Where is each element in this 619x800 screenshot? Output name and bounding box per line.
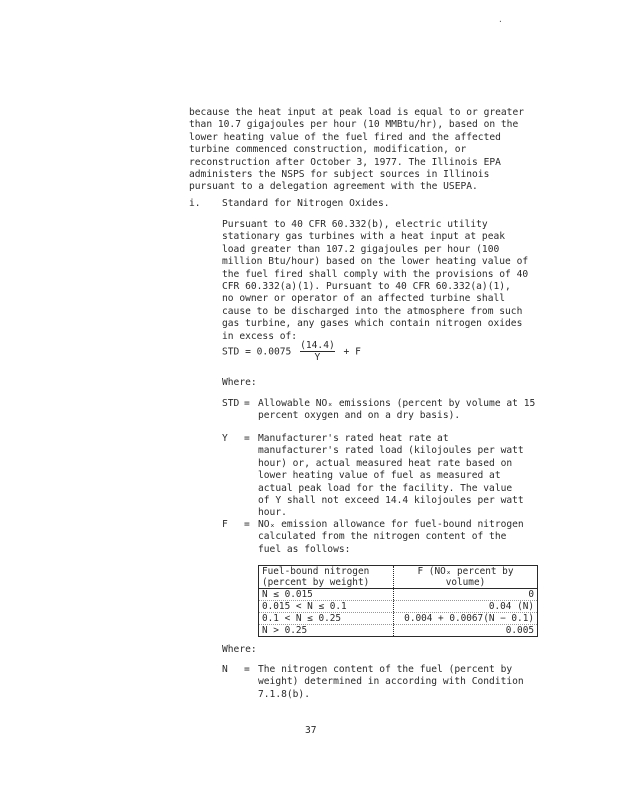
table-row — [259, 625, 538, 637]
definition-symbol: Y — [222, 433, 228, 444]
text-line: weight) determined in according with Condition — [258, 676, 524, 688]
standard-paragraph — [222, 219, 528, 343]
table-cell: 0.004 + 0.0067(N − 0.1) — [394, 613, 538, 625]
text-line: gas turbine, any gases which contain nitrogen oxides — [222, 318, 523, 330]
text-line: actual peak load for the facility. The value — [258, 482, 513, 494]
table-row — [259, 589, 538, 601]
text-line: calculated from the nitrogen content of the — [258, 531, 507, 543]
text-line: cause to be discharged into the atmosphere from such — [222, 305, 523, 317]
text-line: NOₓ emission allowance for fuel-bound nitrogen — [258, 519, 524, 530]
where-label: Where: — [222, 377, 257, 388]
definition-symbol: STD — [222, 398, 240, 409]
text-line: Allowable NOₓ emissions (percent by volume at 15 — [258, 398, 536, 409]
text-line: reconstruction after October 3, 1977. The Illinois EPA — [189, 156, 501, 168]
table-header-row — [259, 566, 538, 589]
table-cell: N > 0.25 — [259, 625, 394, 637]
definition-equals: = — [244, 398, 250, 409]
table-cell: 0 — [394, 589, 538, 601]
text-line: turbine commenced construction, modification, or — [189, 144, 467, 156]
text-line: of Y shall not exceed 14.4 kilojoules per watt — [258, 495, 524, 507]
definition-symbol: F — [222, 519, 228, 530]
definition-text — [258, 664, 524, 701]
section-number: i. — [189, 198, 201, 209]
definition-text — [258, 519, 524, 556]
text-line: lower heating value of the fuel fired and the affected — [189, 131, 501, 143]
text-line: manufacturer's rated load (kilojoules per watt — [258, 445, 524, 457]
text-line: 7.1.8(b). — [258, 688, 310, 700]
text-line: pursuant to a delegation agreement with the USEPA. — [189, 181, 478, 193]
text-line: stationary gas turbines with a heat input at peak — [222, 231, 506, 243]
text-line: hour) or, actual measured heat rate based on — [258, 457, 513, 469]
text-line: The nitrogen content of the fuel (percent by — [258, 664, 513, 675]
text-line: million Btu/hour) based on the lower heating value of — [222, 256, 529, 268]
text-line: percent oxygen and on a dry basis). — [258, 410, 461, 422]
section-heading: Standard for Nitrogen Oxides. — [222, 198, 390, 209]
table-row — [259, 601, 538, 613]
table-header: F (NOₓ percent by volume) — [394, 566, 538, 589]
intro-paragraph — [189, 107, 524, 194]
table-cell: 0.015 < N ≤ 0.1 — [259, 601, 394, 613]
table-cell: N ≤ 0.015 — [259, 589, 394, 601]
text-line: in excess of: — [222, 330, 298, 342]
text-line: load greater than 107.2 gigajoules per hour (100 — [222, 243, 500, 255]
formula-fraction — [300, 340, 335, 363]
text-line: lower heating value of fuel as measured at — [258, 470, 501, 482]
definition-symbol: N — [222, 664, 228, 675]
text-line: Manufacturer's rated heat rate at — [258, 433, 449, 444]
text-line: hour. — [258, 507, 287, 519]
table-cell: 0.005 — [394, 625, 538, 637]
table-cell: 0.1 < N ≤ 0.25 — [259, 613, 394, 625]
table-row — [259, 613, 538, 625]
nox-standard-formula — [222, 340, 361, 363]
corner-mark: . — [498, 15, 503, 24]
table-cell: 0.04 (N) — [394, 601, 538, 613]
definition-equals: = — [244, 519, 250, 530]
definition-text — [258, 433, 524, 520]
text-line: Pursuant to 40 CFR 60.332(b), electric utility — [222, 219, 488, 230]
page-number: 37 — [305, 725, 317, 736]
formula-rhs: + F — [343, 346, 361, 358]
where-label-2: Where: — [222, 644, 257, 655]
text-line: the fuel fired shall comply with the provisions of 40 — [222, 268, 529, 280]
table-header: Fuel-bound nitrogen (percent by weight) — [259, 566, 394, 589]
nitrogen-allowance-table — [258, 565, 538, 637]
text-line: than 10.7 gigajoules per hour (10 MMBtu/hr), based on the — [189, 119, 519, 131]
definition-equals: = — [244, 664, 250, 675]
formula-lhs: STD = 0.0075 — [222, 346, 292, 358]
text-line: because the heat input at peak load is equal to or greater — [189, 107, 525, 118]
text-line: no owner or operator of an affected turbine shall — [222, 293, 506, 305]
text-line: fuel as follows: — [258, 543, 351, 555]
text-line: administers the NSPS for subject sources in Illinois — [189, 169, 490, 181]
formula-denominator: Y — [314, 352, 321, 363]
text-line: CFR 60.332(a)(1). Pursuant to 40 CFR 60.332(a)(1), — [222, 281, 511, 293]
definition-text — [258, 398, 535, 423]
definition-equals: = — [244, 433, 250, 444]
formula-numerator: (14.4) — [300, 340, 335, 351]
